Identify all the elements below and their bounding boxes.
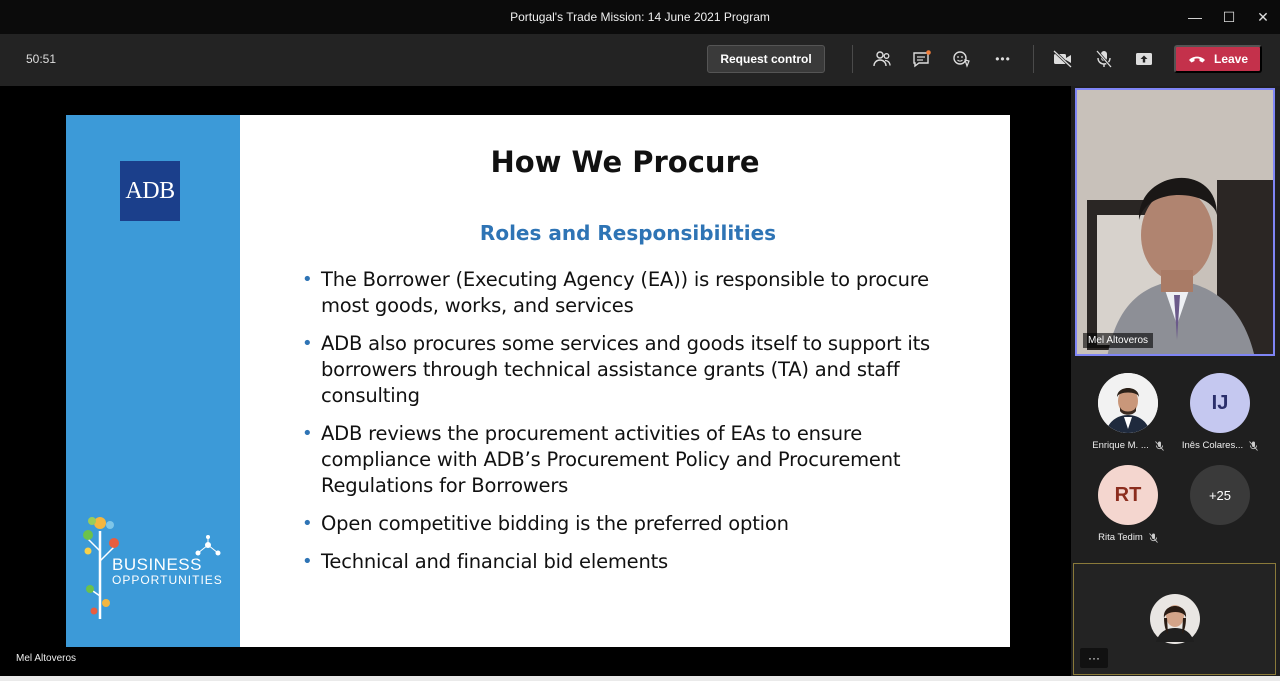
avatar: IJ xyxy=(1190,373,1250,433)
toolbar-divider xyxy=(1033,45,1034,73)
brand-line-1: BUSINESS xyxy=(112,555,202,574)
self-view-more-button[interactable]: ··· xyxy=(1080,648,1108,668)
bottom-edge xyxy=(0,676,1280,681)
participant-enrique[interactable] xyxy=(1086,373,1170,451)
more-participants-button[interactable] xyxy=(1178,465,1262,525)
participant-ines[interactable] xyxy=(1178,373,1262,451)
profile-photo xyxy=(1098,373,1158,433)
mic-off-icon xyxy=(1155,441,1164,451)
maximize-button[interactable]: ☐ xyxy=(1222,8,1236,25)
slide-bullet-list xyxy=(302,267,962,587)
camera-off-icon[interactable] xyxy=(1050,47,1076,71)
brand-line-2: OPPORTUNITIES xyxy=(112,573,223,587)
self-avatar-photo xyxy=(1150,594,1200,644)
participant-name: Inês Colares... xyxy=(1181,440,1244,451)
slide-bullet: • ADB reviews the procurement activities of EAs to ensure compliance with ADB’s Procurement Policy and Procurement Regulations for Borrowers xyxy=(302,421,962,499)
overflow-count-badge: +25 xyxy=(1190,465,1250,525)
chat-icon[interactable] xyxy=(909,47,935,71)
slide-title: How We Procure xyxy=(490,145,760,179)
slide-bullet: • Open competitive bidding is the preferred option xyxy=(302,511,962,537)
presenter-name-label: Mel Altoveros xyxy=(16,653,77,664)
slide-bullet: • ADB also procures some services and goods itself to support its borrowers through technical assistance grants (TA) and staff consulting xyxy=(302,331,962,409)
title-bar xyxy=(0,0,1280,34)
business-opportunities-logo xyxy=(80,511,230,621)
avatar: RT xyxy=(1098,465,1158,525)
share-screen-icon[interactable] xyxy=(1131,47,1157,71)
mic-off-icon xyxy=(1249,441,1258,451)
window-title: Portugal's Trade Mission: 14 June 2021 Program xyxy=(510,10,770,24)
speaker-name-label: Mel Altoveros xyxy=(1083,333,1153,348)
mic-off-icon xyxy=(1149,533,1158,543)
phone-hangup-icon xyxy=(1188,54,1206,64)
speaker-video-tile[interactable] xyxy=(1075,88,1275,356)
leave-label: Leave xyxy=(1213,52,1249,66)
leave-button[interactable] xyxy=(1174,45,1262,73)
slide-bullet: • The Borrower (Executing Agency (EA)) is responsible to procure most goods, works, and services xyxy=(302,267,962,319)
participant-name: Enrique M. ... xyxy=(1092,440,1149,451)
request-control-button[interactable]: Request control xyxy=(707,45,825,73)
meeting-toolbar xyxy=(0,34,1280,86)
minimize-button[interactable]: — xyxy=(1188,9,1202,25)
close-button[interactable]: ✕ xyxy=(1257,8,1269,25)
more-icon[interactable]: ••• xyxy=(995,52,1011,66)
slide-subtitle: Roles and Responsibilities xyxy=(479,221,777,245)
reactions-icon[interactable] xyxy=(949,47,975,71)
toolbar-divider xyxy=(852,45,853,73)
slide-bullet: • Technical and financial bid elements xyxy=(302,549,962,575)
participant-rita[interactable] xyxy=(1086,465,1170,543)
meeting-timer: 50:51 xyxy=(26,52,57,66)
presentation-slide xyxy=(66,115,1010,647)
slide-sidebar xyxy=(66,115,240,647)
self-video-tile[interactable] xyxy=(1073,563,1276,675)
speaker-video-frame xyxy=(1077,90,1275,356)
adb-logo: ADB xyxy=(120,161,180,221)
shared-screen xyxy=(6,90,1069,672)
avatar xyxy=(1098,373,1158,433)
people-icon[interactable] xyxy=(869,47,895,71)
mic-off-icon[interactable] xyxy=(1091,47,1117,71)
participant-name: Rita Tedim xyxy=(1098,532,1143,543)
